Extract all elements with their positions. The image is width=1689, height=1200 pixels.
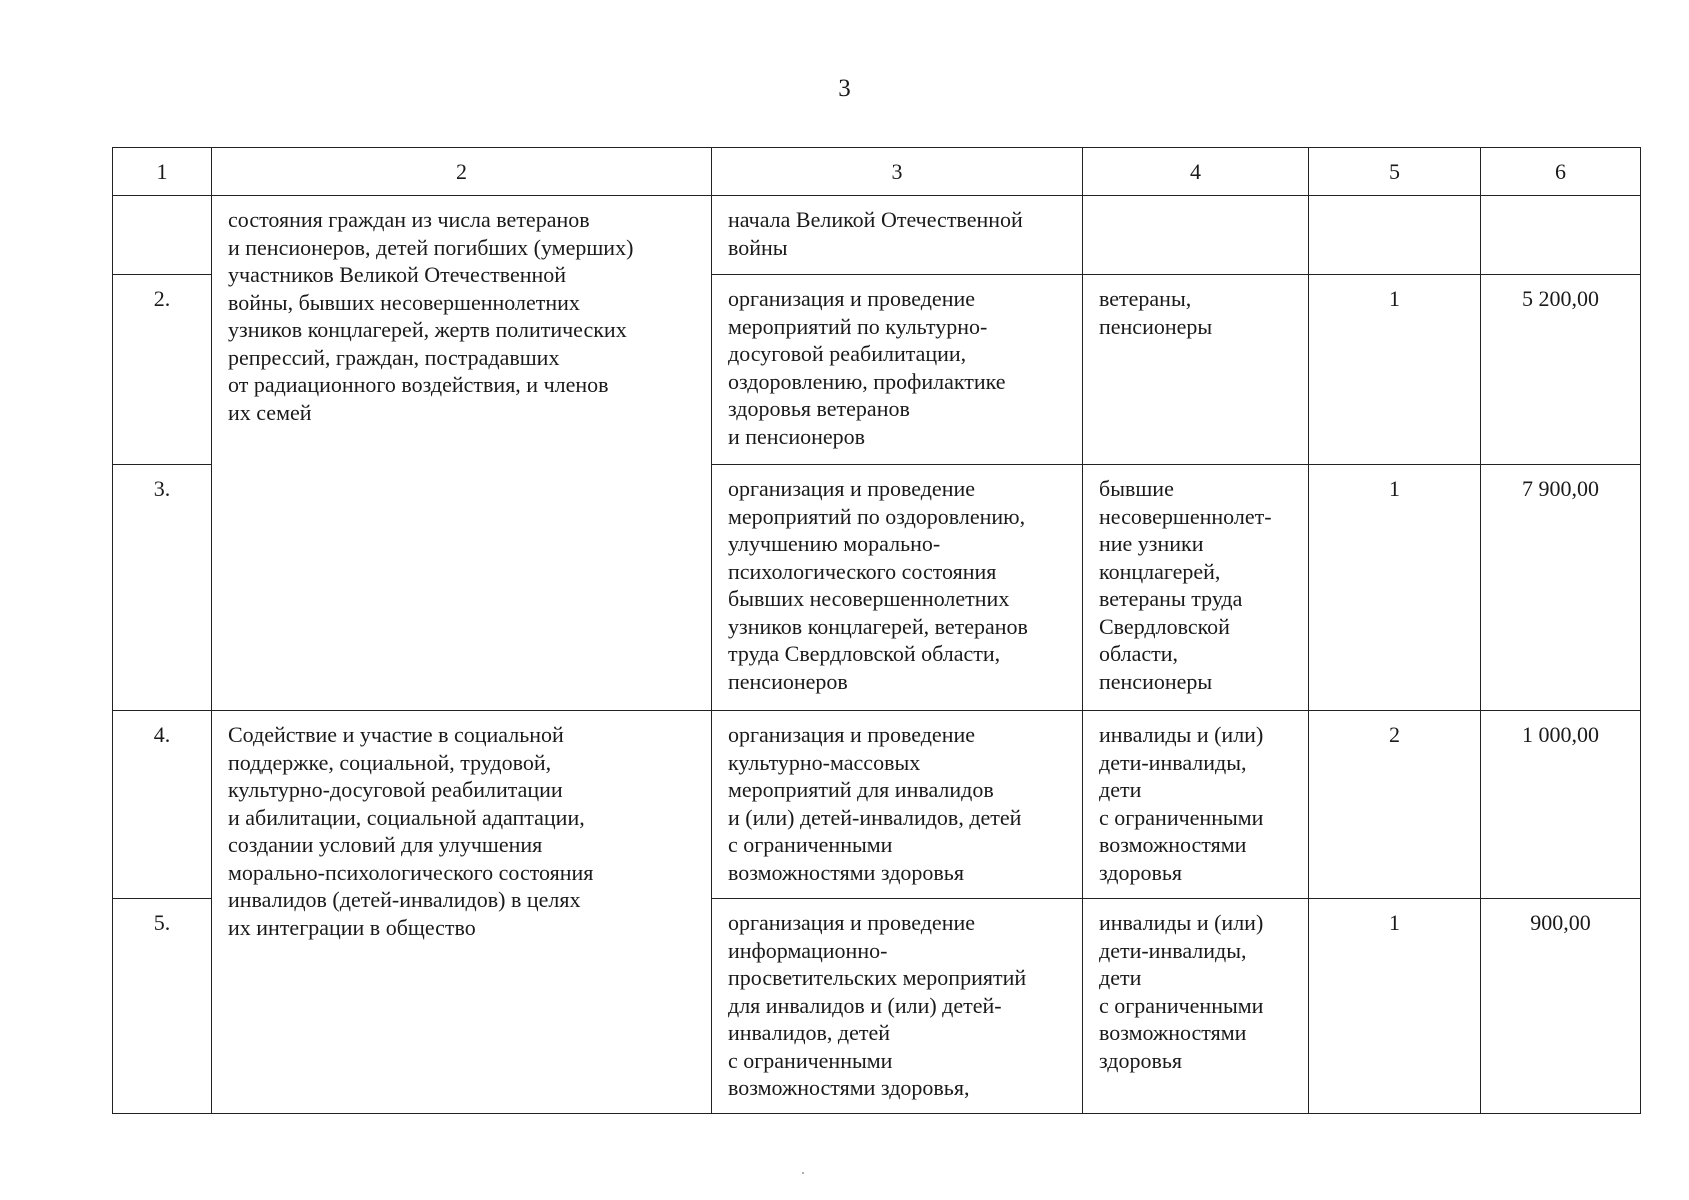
amount-cell: 1 000,00 — [1481, 711, 1641, 899]
row-number — [113, 196, 212, 275]
row-number: 4. — [113, 711, 212, 899]
page-number: 3 — [838, 75, 851, 102]
scan-speck — [802, 1172, 804, 1174]
amount-cell: 5 200,00 — [1481, 275, 1641, 465]
table-row — [113, 196, 1641, 275]
quantity-cell — [1309, 196, 1481, 275]
row-number: 3. — [113, 465, 212, 711]
direction-cell: Содействие и участие в социальной поддержке, социальной, трудовой, культурно-досуговой реабилитации и абилитации, социальной адаптации, создании условий для улучшения морально-психологического состояния инвалидов (детей-инвалидов) в целях их интеграции в общество — [212, 711, 712, 1114]
program-table — [112, 147, 1641, 1114]
direction-cell: состояния граждан из числа ветеранов и пенсионеров, детей погибших (умерших) участников Великой Отечественной войны, бывших несовершеннолетних узников концлагерей, жертв политических репрессий, граждан, пострадавших от радиационного воздействия, и членов их семей — [212, 196, 712, 711]
activity-cell: начала Великой Отечественной войны — [712, 196, 1083, 275]
row-number: 2. — [113, 275, 212, 465]
amount-cell: 900,00 — [1481, 899, 1641, 1114]
activity-cell: организация и проведение мероприятий по культурно- досуговой реабилитации, оздоровлению, профилактике здоровья ветеранов и пенсионеров — [712, 275, 1083, 465]
column-header: 5 — [1309, 148, 1481, 196]
activity-cell: организация и проведение информационно- просветительских мероприятий для инвалидов и (или) детей- инвалидов, детей с ограниченными возможностями здоровья, — [712, 899, 1083, 1114]
table-row — [113, 711, 1641, 899]
column-header: 4 — [1083, 148, 1309, 196]
recipients-cell: ветераны, пенсионеры — [1083, 275, 1309, 465]
quantity-cell: 1 — [1309, 899, 1481, 1114]
recipients-cell: бывшие несовершеннолет- ние узники концлагерей, ветераны труда Свердловской области, пенсионеры — [1083, 465, 1309, 711]
column-header: 6 — [1481, 148, 1641, 196]
activity-cell: организация и проведение культурно-массовых мероприятий для инвалидов и (или) детей-инвалидов, детей с ограниченными возможностями здоровья — [712, 711, 1083, 899]
quantity-cell: 1 — [1309, 465, 1481, 711]
amount-cell — [1481, 196, 1641, 275]
column-header: 3 — [712, 148, 1083, 196]
recipients-cell: инвалиды и (или) дети-инвалиды, дети с ограниченными возможностями здоровья — [1083, 899, 1309, 1114]
amount-cell: 7 900,00 — [1481, 465, 1641, 711]
activity-cell: организация и проведение мероприятий по оздоровлению, улучшению морально- психологического состояния бывших несовершеннолетних узников концлагерей, ветеранов труда Свердловской области, пенсионеров — [712, 465, 1083, 711]
column-header: 2 — [212, 148, 712, 196]
recipients-cell — [1083, 196, 1309, 275]
recipients-cell: инвалиды и (или) дети-инвалиды, дети с ограниченными возможностями здоровья — [1083, 711, 1309, 899]
quantity-cell: 2 — [1309, 711, 1481, 899]
row-number: 5. — [113, 899, 212, 1114]
column-header: 1 — [113, 148, 212, 196]
table-header-row — [113, 148, 1641, 196]
quantity-cell: 1 — [1309, 275, 1481, 465]
